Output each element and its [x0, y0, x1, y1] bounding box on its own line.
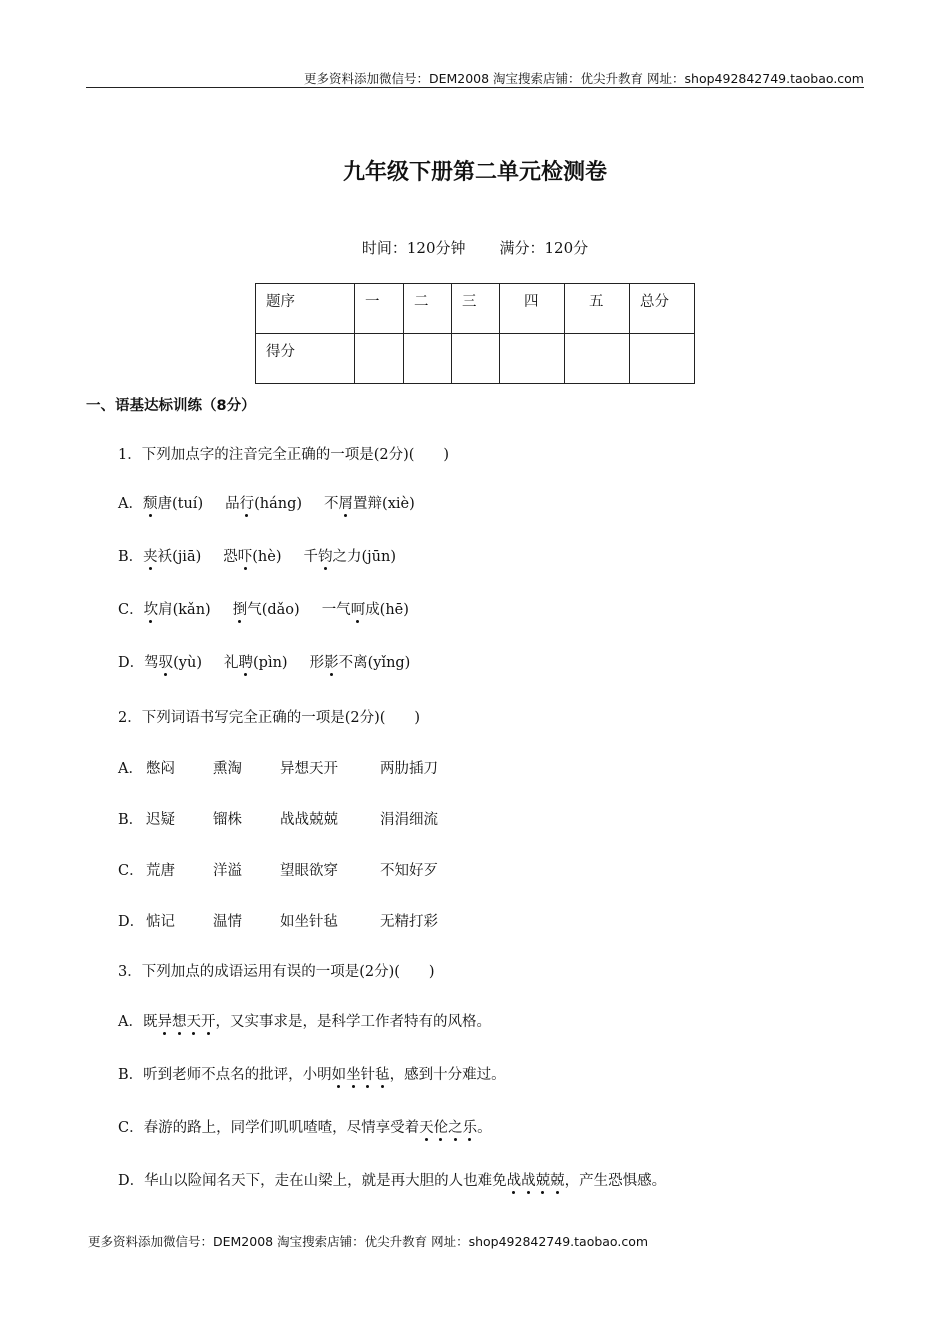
text: 置辩(xiè)	[353, 496, 415, 512]
text: 千	[303, 549, 318, 565]
dotted-char: 针	[360, 1067, 376, 1083]
text: C．春游的路上，同学们叽叽喳喳，尽情享受着	[118, 1120, 420, 1136]
word: 憋闷	[146, 761, 175, 777]
dotted-char: 异	[157, 1014, 172, 1030]
score-table-score-row	[256, 334, 695, 384]
q3-option-c	[118, 1116, 492, 1137]
table-cell: 四	[500, 284, 565, 334]
q2-option-c	[118, 859, 438, 880]
option-label: B．	[118, 549, 144, 565]
section-heading: 一、语基达标训练（8分）	[86, 398, 256, 414]
dotted-char: 夹	[143, 549, 158, 565]
word: 荒唐	[146, 863, 175, 879]
header-divider	[86, 87, 864, 88]
option-label: C．	[118, 863, 144, 879]
dotted-char: 兢	[550, 1173, 565, 1189]
dotted-char: 吓	[237, 549, 253, 565]
dotted-char: 影	[324, 655, 339, 671]
q3-option-b	[118, 1063, 506, 1084]
dotted-char: 伦	[433, 1120, 449, 1136]
dotted-char: 驭	[158, 655, 174, 671]
q2-option-b	[118, 808, 438, 829]
text: 恐	[223, 549, 238, 565]
score-input-cell[interactable]	[565, 334, 630, 384]
text: 气(dǎo)	[247, 602, 300, 618]
text: 品	[225, 496, 240, 512]
word: 温情	[213, 914, 242, 930]
full-score: 满分：120分	[499, 239, 589, 257]
text: 驾	[144, 655, 159, 671]
page-title: 九年级下册第二单元检测卷	[342, 160, 607, 185]
q1-option-d	[118, 651, 410, 672]
word: 战战兢兢	[280, 812, 338, 828]
q3-option-d	[118, 1169, 666, 1190]
text: (pìn)	[253, 655, 288, 671]
question-2-stem: 2．下列词语书写完全正确的一项是(2分)( )	[118, 710, 421, 726]
text: A．既	[118, 1014, 158, 1030]
q2-option-d	[118, 910, 438, 931]
score-input-cell[interactable]	[452, 334, 500, 384]
word: 涓涓细流	[380, 812, 438, 828]
dotted-char: 战	[506, 1173, 522, 1189]
page-footer-text: 更多资料添加微信号：DEM2008 淘宝搜索店铺：优尖升教育 网址：shop492842749.taobao.com	[88, 1234, 649, 1249]
word: 无精打彩	[380, 914, 438, 930]
score-input-cell[interactable]	[355, 334, 404, 384]
option-label: B．	[118, 812, 144, 828]
text: 形	[309, 655, 325, 671]
word: 惦记	[146, 914, 175, 930]
dotted-char: 想	[171, 1014, 187, 1030]
dotted-char: 毡	[375, 1067, 390, 1083]
dotted-char: 呵	[350, 602, 366, 618]
exam-meta	[0, 237, 950, 258]
word: 如坐针毡	[280, 914, 338, 930]
dotted-char: 捯	[232, 602, 248, 618]
table-cell: 一	[355, 284, 404, 334]
dotted-char: 天	[186, 1014, 201, 1030]
dotted-char: 颓	[142, 496, 158, 512]
word: 两肋插刀	[380, 761, 438, 777]
text: 。	[477, 1120, 492, 1136]
dotted-char: 如	[331, 1067, 347, 1083]
time-limit: 时间：120分钟	[361, 239, 466, 257]
text: 肩(kǎn)	[158, 602, 211, 618]
page-header-text: 更多资料添加微信号：DEM2008 淘宝搜索店铺：优尖升教育 网址：shop492842749.taobao.com	[303, 71, 864, 86]
table-cell: 二	[404, 284, 452, 334]
text: 成(hē)	[365, 602, 409, 618]
text: 一气	[321, 602, 351, 618]
q2-option-a	[118, 757, 438, 778]
option-label: A．	[118, 761, 143, 777]
option-label: D．	[118, 914, 145, 930]
text: 礼	[224, 655, 239, 671]
dotted-char: 钧	[317, 549, 333, 565]
dotted-char: 战	[521, 1173, 536, 1189]
question-1-stem: 1．下列加点字的注音完全正确的一项是(2分)( )	[118, 447, 450, 463]
q1-option-c	[118, 598, 409, 619]
text: ，产生恐惧感。	[564, 1173, 667, 1189]
text: 不	[324, 496, 339, 512]
table-cell: 总分	[630, 284, 695, 334]
dotted-char: 行	[239, 496, 255, 512]
option-label: A．	[118, 496, 143, 512]
text: (hè)	[252, 549, 282, 565]
text: 不离(yǐng)	[338, 655, 411, 671]
word: 望眼欲穿	[280, 863, 338, 879]
score-table	[255, 283, 695, 384]
dotted-char: 天	[419, 1120, 434, 1136]
text: 之力(jūn)	[332, 549, 396, 565]
score-input-cell[interactable]	[500, 334, 565, 384]
dotted-char: 乐	[462, 1120, 478, 1136]
word: 异想天开	[280, 761, 338, 777]
score-input-cell[interactable]	[404, 334, 452, 384]
dotted-char: 兢	[535, 1173, 551, 1189]
score-input-cell[interactable]	[630, 334, 695, 384]
table-cell: 题序	[256, 284, 355, 334]
text: (háng)	[254, 496, 303, 512]
text: D．华山以险闻名天下，走在山梁上，就是再大胆的人也难免	[118, 1173, 507, 1189]
text: B．听到老师不点名的批评，小明	[118, 1067, 332, 1083]
score-table-header-row	[256, 284, 695, 334]
q3-option-a	[118, 1010, 491, 1031]
table-cell: 得分	[256, 334, 355, 384]
text: 唐(tuí)	[157, 496, 204, 512]
word: 不知好歹	[380, 863, 438, 879]
dotted-char: 屑	[338, 496, 354, 512]
dotted-char: 之	[448, 1120, 463, 1136]
dotted-char: 坎	[143, 602, 159, 618]
text: ，又实事求是，是科学工作者特有的风格。	[215, 1014, 491, 1030]
dotted-char: 坐	[346, 1067, 361, 1083]
option-label: D．	[118, 655, 145, 671]
question-3-stem: 3．下列加点的成语运用有误的一项是(2分)( )	[118, 964, 435, 980]
word: 镏株	[213, 812, 242, 828]
text: 袄(jiā)	[157, 549, 202, 565]
word: 迟疑	[146, 812, 175, 828]
dotted-char: 聘	[238, 655, 253, 671]
text: (yù)	[173, 655, 202, 671]
word: 熏淘	[213, 761, 242, 777]
dotted-char: 开	[200, 1014, 216, 1030]
word: 洋溢	[213, 863, 242, 879]
text: ，感到十分难过。	[389, 1067, 506, 1083]
q1-option-b	[118, 545, 396, 566]
table-cell: 五	[565, 284, 630, 334]
q1-option-a	[118, 492, 415, 513]
table-cell: 三	[452, 284, 500, 334]
option-label: C．	[118, 602, 144, 618]
